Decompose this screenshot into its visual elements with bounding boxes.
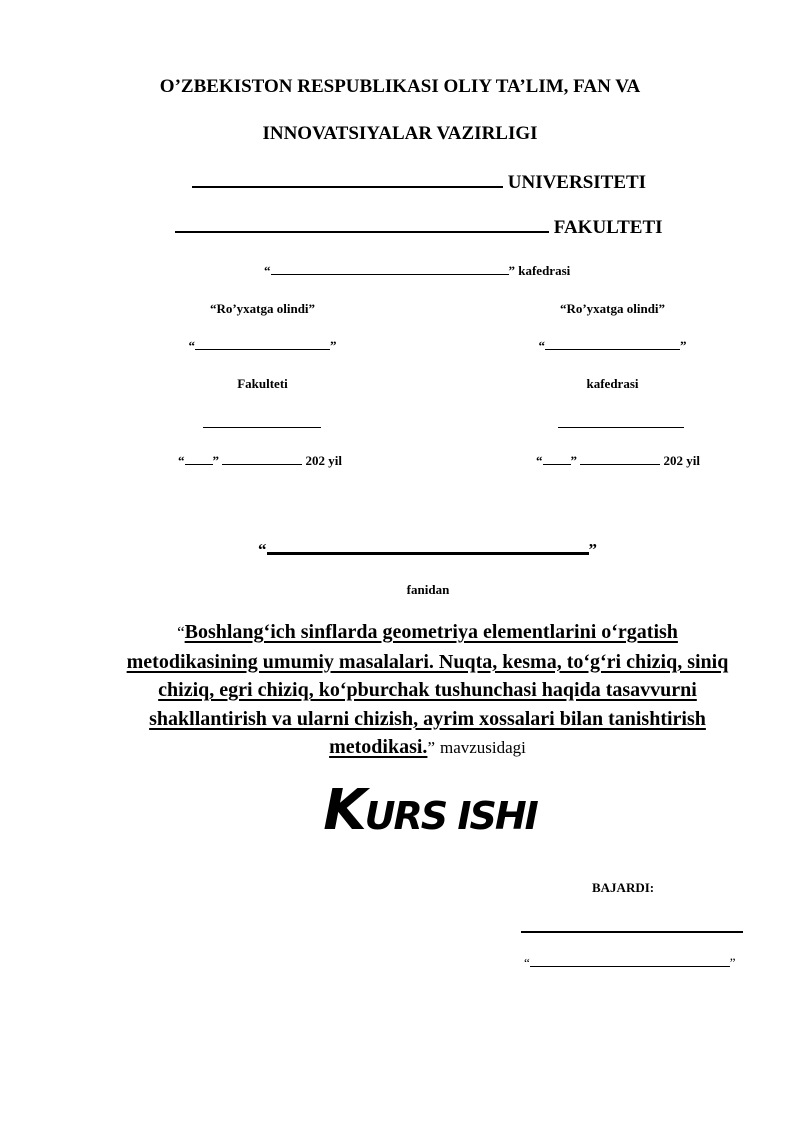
topic-title: Boshlang‘ich sinflarda geometriya elementlarini o‘rgatish metodikasining umumiy masalalari. Nuqta, kesma, to‘g‘ri chiziq, siniq chiziq, egri chiziq, ko‘pburchak tushunchasi haqida tasavvurni shakllantirish va ularni chizish, ayrim xossalari bilan tanishtirish metodikasi. <box>126 621 729 758</box>
department-name-blank[interactable] <box>271 262 509 275</box>
registration-left-number: “ ” <box>188 338 337 353</box>
ministry-title-line1: O’ZBEKISTON RESPUBLIKASI OLIY TA’LIM, FAN VA <box>159 76 641 97</box>
faculty-label: FAKULTETI <box>553 217 663 238</box>
registration-right-number-blank[interactable] <box>545 337 680 350</box>
topic-text-block: “Boshlang‘ich sinflarda geometriya elementlarini o‘rgatish metodikasining umumiy masalalari. Nuqta, kesma, to‘g‘ri chiziq, siniq chiziq, egri chiziq, ko‘pburchak tushunchasi haqida tasavvurni shakllantirish va ularni chizish, ayrim xossalari bilan tanishtirish metodikasi.” mavzusidagi <box>126 621 729 758</box>
university-label: UNIVERSITETI <box>507 172 647 193</box>
performer-name-line[interactable] <box>521 931 743 933</box>
registration-left-month-blank[interactable] <box>222 452 302 465</box>
subject-label: fanidan <box>406 582 450 597</box>
registration-left-date: “ ” 202 yil <box>178 453 342 468</box>
faculty-line <box>175 215 663 239</box>
topic-suffix: mavzusidagi <box>439 738 526 757</box>
faculty-name-blank[interactable] <box>175 215 549 233</box>
registration-right-signature-line[interactable] <box>558 427 684 428</box>
registration-right-date: “ ” 202 yil <box>536 453 700 468</box>
performer-group-line: “ ” <box>524 955 736 970</box>
registration-left-year: 202 yil <box>305 453 342 468</box>
registration-right-title: “Ro’yxatga olindi” <box>559 301 666 316</box>
registration-right-year: 202 yil <box>663 453 700 468</box>
university-name-blank[interactable] <box>192 170 503 188</box>
registration-left-unit: Fakulteti <box>237 376 288 391</box>
registration-right-month-blank[interactable] <box>580 452 660 465</box>
registration-left-title: “Ro’yxatga olindi” <box>209 301 316 316</box>
registration-left-number-blank[interactable] <box>195 337 330 350</box>
university-line <box>192 170 646 194</box>
department-line: “ ” kafedrasi <box>264 263 571 278</box>
work-type-title: KURS ISHI <box>323 778 537 843</box>
registration-right-day-blank[interactable] <box>543 452 571 465</box>
registration-right-unit: kafedrasi <box>586 376 639 391</box>
registration-right-number: “ ” <box>538 338 687 353</box>
department-label: kafedrasi <box>518 263 571 278</box>
performer-label: BAJARDI: <box>592 880 655 895</box>
ministry-title-line2: INNOVATSIYALAR VAZIRLIGI <box>262 123 538 144</box>
registration-left-signature-line[interactable] <box>203 427 321 428</box>
performer-group-blank[interactable] <box>530 954 730 967</box>
registration-left-day-blank[interactable] <box>185 452 213 465</box>
subject-line: “ ” <box>258 534 597 560</box>
subject-name-blank[interactable] <box>267 534 589 555</box>
